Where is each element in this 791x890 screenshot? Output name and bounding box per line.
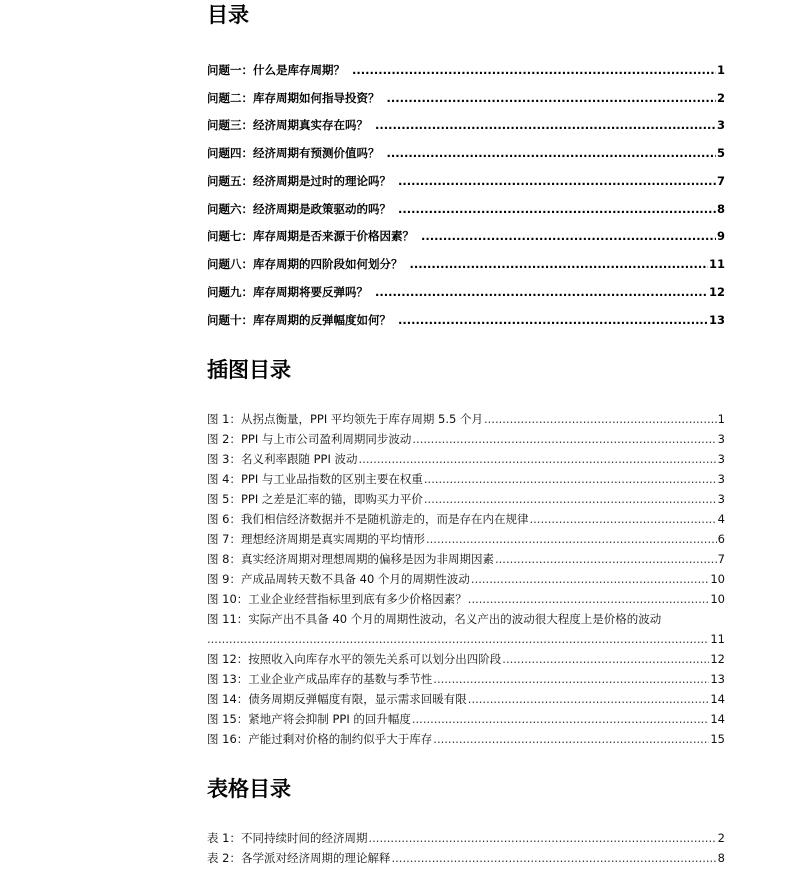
leader-dots: [398, 312, 708, 328]
leader-dots: [410, 256, 708, 272]
figure-entry-page: 13: [710, 672, 725, 686]
table-entry-1[interactable]: [207, 830, 725, 846]
toc-entry-label: 问题七：库存周期是否来源于价格因素？: [207, 229, 414, 243]
figure-entry-page: 10: [710, 572, 725, 586]
figure-entry-page: 4: [717, 512, 725, 526]
figure-entry-11[interactable]: [207, 611, 725, 627]
toc-entry-label: 问题二：库存周期如何指导投资？: [207, 91, 380, 105]
toc-entry-6[interactable]: [207, 201, 725, 217]
toc-entry-8[interactable]: [207, 256, 725, 272]
leader-dots: [502, 651, 709, 667]
figure-entry-16[interactable]: [207, 731, 725, 747]
figure-entry-label: 图 9：产成品周转天数不具备 40 个月的周期性波动: [207, 572, 470, 586]
leader-dots: [421, 228, 716, 244]
leader-dots: [433, 731, 709, 747]
figure-entry-4[interactable]: [207, 471, 725, 487]
figure-entry-9[interactable]: [207, 571, 725, 587]
leader-dots: [398, 201, 716, 217]
toc-entry-page: 2: [716, 91, 725, 105]
toc-entry-7[interactable]: [207, 228, 725, 244]
figure-entry-2[interactable]: [207, 431, 725, 447]
toc-entry-label: 问题十：库存周期的反弹幅度如何？: [207, 313, 391, 327]
table-entry-label: 表 1：不同持续时间的经济周期: [207, 831, 368, 845]
leader-dots: [398, 173, 716, 189]
toc-entry-page: 3: [716, 118, 725, 132]
figure-entry-page: 14: [710, 692, 725, 706]
toc-entry-label: 问题八：库存周期的四阶段如何划分？: [207, 257, 403, 271]
figure-entry-label: 图 12：按照收入向库存水平的领先关系可以划分出四阶段: [207, 652, 502, 666]
figure-entry-label: 图 1：从拐点衡量，PPI 平均领先于库存周期 5.5 个月: [207, 412, 483, 426]
leader-dots: [412, 711, 710, 727]
toc-heading: 目录: [207, 3, 249, 27]
toc-entry-page: 8: [716, 202, 725, 216]
toc-entry-page: 5: [716, 146, 725, 160]
toc-entry-page: 9: [716, 229, 725, 243]
leader-dots: [368, 830, 716, 846]
table-entry-page: 2: [717, 831, 725, 845]
figure-entry-8[interactable]: [207, 551, 725, 567]
toc-entry-page: 1: [716, 63, 725, 77]
leader-dots: [468, 591, 710, 607]
leader-dots: [412, 431, 716, 447]
leader-dots: [387, 145, 716, 161]
figure-entry-page: 3: [717, 432, 725, 446]
toc-entry-page: 11: [708, 257, 725, 271]
figure-entry-page: 1: [717, 412, 725, 426]
leader-dots: [359, 451, 717, 467]
figure-entry-page: 3: [717, 492, 725, 506]
figure-entry-page: 15: [710, 732, 725, 746]
table-entry-page: 8: [717, 851, 725, 865]
leader-dots: [207, 631, 709, 647]
figure-entry-10[interactable]: [207, 591, 725, 607]
toc-entry-3[interactable]: [207, 117, 725, 133]
figure-entry-label: 图 2：PPI 与上市公司盈利周期同步波动: [207, 432, 412, 446]
toc-entry-page: 7: [716, 174, 725, 188]
toc-entry-page: 12: [708, 285, 725, 299]
figure-entry-1[interactable]: [207, 411, 725, 427]
leader-dots: [426, 531, 717, 547]
figure-entry-page: 11: [710, 632, 725, 646]
figure-entry-page: 6: [717, 532, 725, 546]
figure-entry-label: 图 14：债务周期反弹幅度有限，显示需求回暖有限: [207, 692, 467, 706]
leader-dots: [391, 850, 716, 866]
toc-entry-2[interactable]: [207, 90, 725, 106]
figures-heading: 插图目录: [207, 358, 291, 382]
figure-entry-12[interactable]: [207, 651, 725, 667]
figure-entry-label: 图 6：我们相信经济数据并不是随机游走的，而是存在内在规律: [207, 512, 529, 526]
figure-entry-page: 3: [717, 472, 725, 486]
figure-entry-label: 图 15：紧地产将会抑制 PPI 的回升幅度: [207, 712, 411, 726]
leader-dots: [529, 511, 716, 527]
toc-entry-label: 问题六：经济周期是政策驱动的吗？: [207, 202, 391, 216]
figure-entry-15[interactable]: [207, 711, 725, 727]
leader-dots: [471, 571, 709, 587]
toc-entry-1[interactable]: [207, 62, 725, 78]
figure-entry-label: 图 13：工业企业产成品库存的基数与季节性: [207, 672, 433, 686]
toc-entry-page: 13: [708, 313, 725, 327]
figure-entry-7[interactable]: [207, 531, 725, 547]
figure-entry-6[interactable]: [207, 511, 725, 527]
figure-entry-label: 图 3：名义利率跟随 PPI 波动: [207, 452, 358, 466]
leader-dots: [424, 471, 717, 487]
toc-entry-10[interactable]: [207, 312, 725, 328]
table-entry-label: 表 2：各学派对经济周期的理论解释: [207, 851, 391, 865]
leader-dots: [352, 62, 716, 78]
figure-entry-11-continuation[interactable]: [207, 631, 725, 647]
figure-entry-14[interactable]: [207, 691, 725, 707]
figure-entry-label: 图 4：PPI 与工业品指数的区别主要在权重: [207, 472, 423, 486]
figure-entry-label: 图 8：真实经济周期对理想周期的偏移是因为非周期因素: [207, 552, 494, 566]
figure-entry-13[interactable]: [207, 671, 725, 687]
leader-dots: [424, 491, 717, 507]
leader-dots: [387, 90, 716, 106]
figure-entry-label: 图 11：实际产出不具备 40 个月的周期性波动，名义产出的波动很大程度上是价格的波动: [207, 612, 662, 626]
figure-entry-page: 12: [710, 652, 725, 666]
leader-dots: [468, 691, 710, 707]
leader-dots: [484, 411, 717, 427]
figure-entry-label: 图 16：产能过剩对价格的制约似乎大于库存: [207, 732, 433, 746]
toc-entry-label: 问题五：经济周期是过时的理论吗？: [207, 174, 391, 188]
table-entry-2[interactable]: [207, 850, 725, 866]
figure-entry-5[interactable]: [207, 491, 725, 507]
figure-entry-label: 图 5：PPI 之差是汇率的锚，即购买力平价: [207, 492, 423, 506]
toc-entry-label: 问题四：经济周期有预测价值吗？: [207, 146, 380, 160]
toc-entry-label: 问题九：库存周期将要反弹吗？: [207, 285, 368, 299]
figure-entry-label: 图 7：理想经济周期是真实周期的平均情形: [207, 532, 425, 546]
leader-dots: [495, 551, 717, 567]
leader-dots: [375, 117, 716, 133]
figure-entry-label: 图 10：工业企业经营指标里到底有多少价格因素？: [207, 592, 467, 606]
toc-entry-5[interactable]: [207, 173, 725, 189]
figure-entry-3[interactable]: [207, 451, 725, 467]
leader-dots: [433, 671, 709, 687]
figure-entry-page: 7: [717, 552, 725, 566]
toc-entry-label: 问题三：经济周期真实存在吗？: [207, 118, 368, 132]
toc-entry-label: 问题一：什么是库存周期？: [207, 63, 345, 77]
figure-entry-page: 14: [710, 712, 725, 726]
toc-entry-4[interactable]: [207, 145, 725, 161]
leader-dots: [375, 284, 708, 300]
figure-entry-page: 10: [710, 592, 725, 606]
figure-entry-page: 3: [717, 452, 725, 466]
toc-entry-9[interactable]: [207, 284, 725, 300]
tables-heading: 表格目录: [207, 777, 291, 801]
